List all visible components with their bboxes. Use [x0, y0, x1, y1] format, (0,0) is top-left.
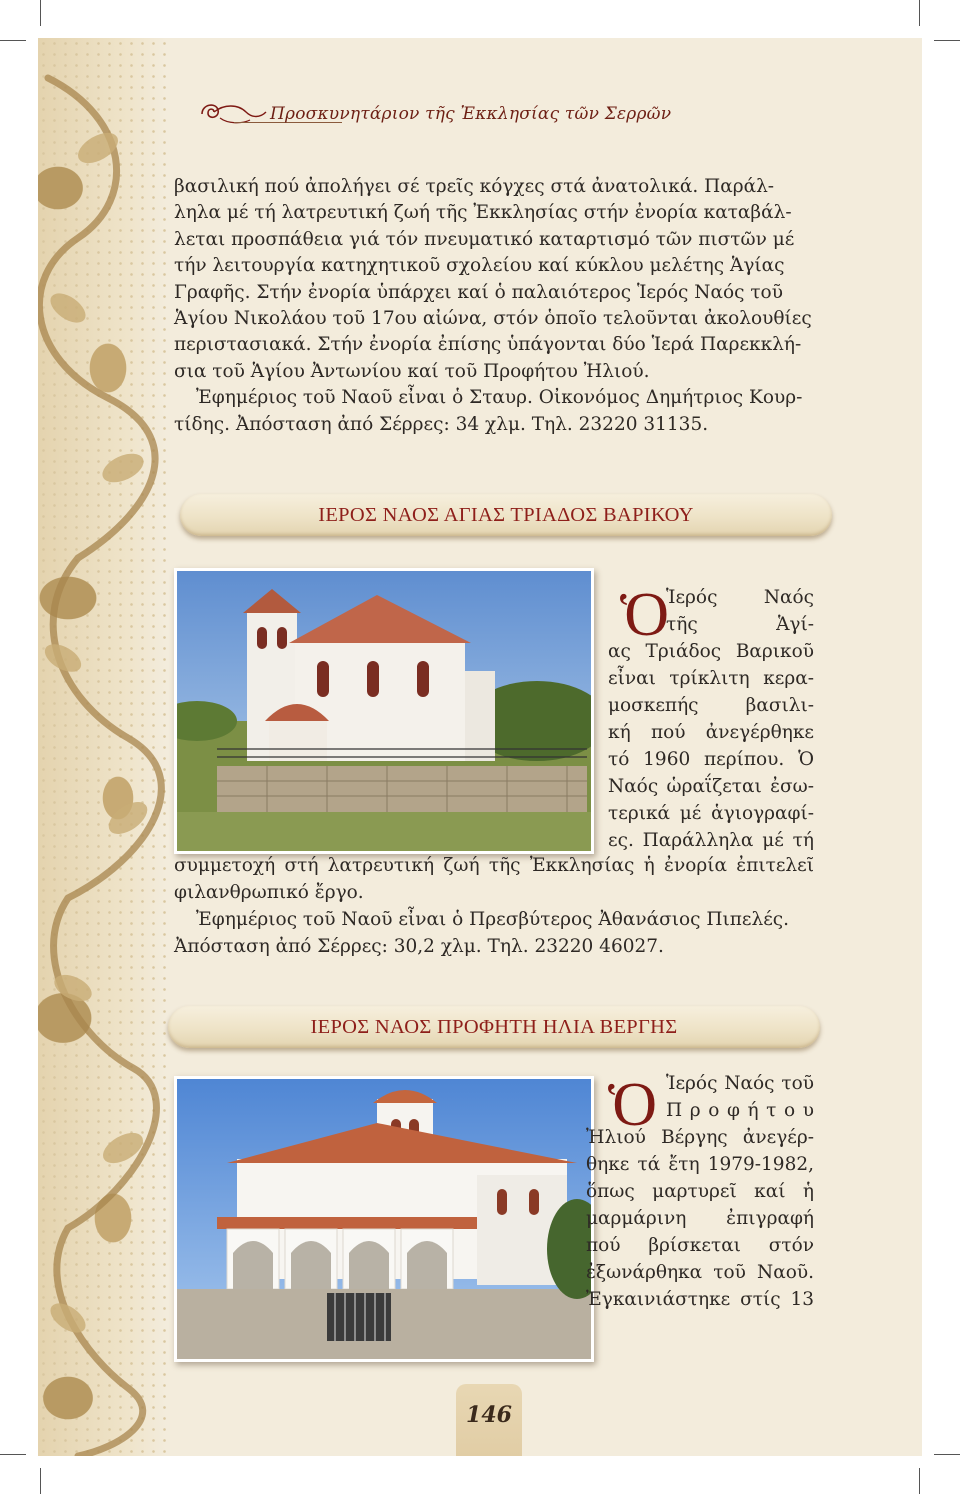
text-line: Ἐγκαινιάστηκε στίς 13: [586, 1289, 814, 1310]
crop-mark: [40, 0, 41, 26]
crop-mark: [40, 1468, 41, 1494]
text-line: τήν λειτουργία κατηχητικοῦ σχολείου καί κύκλου μελέτης Ἁγίας: [174, 255, 785, 277]
text-line: ὅπως μαρτυρεῖ καί ἡ: [586, 1181, 814, 1202]
text-line: ἐξωνάρθηκα τοῦ Ναοῦ.: [586, 1262, 814, 1283]
church-photo-icon: [177, 571, 591, 851]
church-photo-icon: [177, 1079, 591, 1359]
swirl-ornament-icon: [198, 98, 268, 128]
crop-mark: [934, 40, 960, 41]
text-line: βασιλική πού ἀπολήγει σέ τρεῖς κόγχες στά ἀνατολικά. Παράλ-: [174, 176, 775, 197]
drop-cap: Ὁ: [608, 1071, 658, 1139]
running-header-title: Προσκυνητάριον τῆς Ἐκκλησίας τῶν Σερρῶν: [270, 104, 672, 124]
section-title: ΙΕΡΟΣ ΝΑΟΣ ΑΓΙΑΣ ΤΡΙΑΔΟΣ ΒΑΡΙΚΟΥ: [318, 503, 694, 526]
text-line: μαρμάρινη ἐπιγραφή: [586, 1208, 814, 1229]
section-banner-agia-triada: [180, 494, 832, 536]
text-line: τῆς Ἁγί-: [666, 614, 814, 635]
running-header: [198, 98, 718, 128]
section-banner-profitis-ilias: [168, 1006, 820, 1048]
text-line: Ἐφημέριος τοῦ Ναοῦ εἶναι ὁ Πρεσβύτερος Ἀθανάσιος Πιπελές.: [196, 909, 790, 930]
text-line: Ἁγίου Νικολάου τοῦ 17ου αἰώνα, στόν ὁποῖο τελοῦνται ἀκολουθίες: [174, 308, 812, 330]
text-line: μοσκεπής βασιλι-: [608, 695, 814, 716]
text-line: πού βρίσκεται στόν: [586, 1235, 814, 1256]
page-number: 146: [466, 1402, 512, 1428]
crop-mark: [0, 1454, 26, 1455]
page-number-tab: [456, 1384, 522, 1456]
text-line: περιστασιακά. Στήν ἐνορία ἐπίσης ὑπάγονται δύο Ἱερά Παρεκκλή-: [174, 334, 802, 356]
crop-mark: [919, 0, 920, 26]
text-line: ληλα μέ τή λατρευτική ζωή τῆς Ἐκκλησίας στήν ἐνορία καταβάλ-: [174, 202, 792, 224]
text-line: λεται προσπάθεια γιά τόν πνευματικό καταρτισμό τῶν πιστῶν μέ: [174, 228, 795, 250]
text-line: θηκε τά ἔτη 1979-1982,: [586, 1154, 814, 1175]
text-line: συμμετοχή στή λατρευτική ζωή τῆς Ἐκκλησίας ἡ ἐνορία ἐπιτελεῖ: [174, 855, 814, 876]
text-line: Ἱερός Ναός τοῦ: [666, 1073, 814, 1094]
text-line: τίδης. Ἀπόσταση ἀπό Σέρρες: 34 χλμ. Τηλ. 23220 31135.: [174, 413, 709, 435]
intro-text: [174, 174, 814, 438]
text-line: Ἱερός Ναός: [666, 587, 814, 608]
text-line: Π ρ ο φ ή τ ο υ: [666, 1100, 814, 1121]
text-line: Ἠλιού Βέργης ἀνεγέρ-: [586, 1127, 814, 1148]
church-photo-agia-triada: [174, 568, 594, 854]
text-line: τό 1960 περίπου. Ὁ: [608, 749, 814, 770]
section-title: ΙΕΡΟΣ ΝΑΟΣ ΠΡΟΦΗΤΗ ΗΛΙΑ ΒΕΡΓΗΣ: [310, 1015, 678, 1038]
text-line: κή πού ἀνεγέρθηκε: [608, 722, 814, 743]
drop-cap: Ὁ: [620, 581, 670, 649]
text-line: Ἀπόσταση ἀπό Σέρρες: 30,2 χλμ. Τηλ. 23220 46027.: [174, 936, 664, 957]
text-line: ες. Παράλληλα μέ τή: [608, 830, 814, 851]
text-line: Ναός ὡραΐζεται ἐσω-: [608, 776, 814, 797]
text-line: τερικά μέ ἁγιογραφί-: [608, 803, 814, 824]
text-line: εἶναι τρίκλιτη κερα-: [608, 668, 814, 689]
crop-mark: [934, 1454, 960, 1455]
floral-scroll-icon: [38, 38, 166, 1456]
text-line: Γραφῆς. Στήν ἐνορία ὑπάρχει καί ὁ παλαιότερος Ἱερός Ναός τοῦ: [174, 281, 783, 303]
church-photo-profitis-ilias: [174, 1076, 594, 1362]
section1-text: [174, 852, 814, 960]
page: [38, 38, 922, 1456]
text-line: Ἐφημέριος τοῦ Ναοῦ εἶναι ὁ Σταυρ. Οἰκονόμος Δημήτριος Κουρ-: [196, 387, 803, 409]
crop-mark: [0, 40, 26, 41]
text-line: φιλανθρωπικό ἔργο.: [174, 882, 364, 903]
floral-ornament-border: [38, 38, 166, 1456]
text-line: σια τοῦ Ἁγίου Ἀντωνίου καί τοῦ Προφήτου Ἠλιού.: [174, 360, 650, 382]
text-line: ας Τριάδος Βαρικοῦ: [608, 641, 814, 662]
crop-mark: [919, 1468, 920, 1494]
